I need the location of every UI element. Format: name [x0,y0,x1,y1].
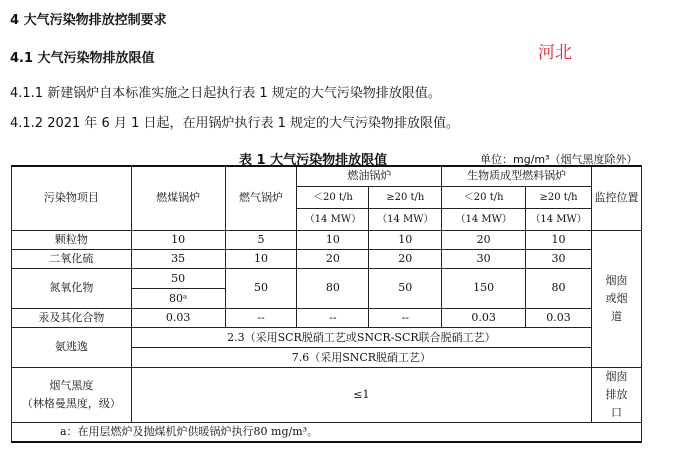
cell-nox-bio-ge: 80 [526,268,592,308]
cell-so2-gas: 10 [225,249,297,268]
monitor-chimney-outlet-text: 烟囱排放口 [605,369,628,419]
cell-so2-oil-lt: 20 [297,249,369,268]
header-bio-ge20-mw: （14 MW） [526,208,592,230]
cell-hg-oil-ge: -- [369,308,442,327]
cell-nox-bio-lt: 150 [442,268,526,308]
row-name-hg: 汞及其化合物 [12,308,132,327]
cell-nox-oil-ge: 50 [369,268,442,308]
cell-nh3-value-2: 7.6（采用SNCR脱硝工艺） [132,347,591,367]
row-name-smoke-2: （林格曼黑度，级） [21,396,121,410]
monitor-chimney-flue-text: 烟囱或烟道 [605,273,628,323]
table-unit: 单位：mg/m³（烟气黑度除外） [480,153,638,166]
clause-4-1-2: 4.1.2 2021 年 6 月 1 日起，在用锅炉执行表 1 规定的大气污染物排放限值。 [10,116,460,131]
cell-so2-coal: 35 [131,249,225,268]
clause-4-1-1: 4.1.1 新建锅炉自本标准实施之日起执行表 1 规定的大气污染物排放限值。 [10,86,441,101]
header-oil-ge20: ≥20 t/h [369,186,442,208]
monitor-chimney-flue [592,230,642,367]
cell-hg-bio-lt: 0.03 [442,308,526,327]
cell-pm-oil-ge: 10 [369,230,442,249]
cell-so2-bio-ge: 30 [526,249,592,268]
cell-nox-coal-2: 80ᵃ [132,288,225,308]
section-heading: 4 大气污染物排放控制要求 [10,13,167,28]
cell-hg-coal: 0.03 [131,308,225,327]
cell-nox-oil-lt: 80 [297,268,369,308]
header-oil-lt20-mw: （14 MW） [297,208,369,230]
cell-nox-coal-1: 50 [171,271,186,285]
cell-nh3-value-1: 2.3（采用SCR脱硝工艺或SNCR-SCR联合脱硝工艺） [227,330,496,344]
cell-hg-bio-ge: 0.03 [526,308,592,327]
cell-hg-oil-lt: -- [297,308,369,327]
header-bio-ge20: ≥20 t/h [526,186,592,208]
row-name-smoke [12,367,132,422]
header-biomass-boiler: 生物质成型燃料锅炉 [442,166,592,186]
cell-pm-bio-ge: 10 [526,230,592,249]
header-monitor-position: 监控位置 [592,166,642,230]
cell-nh3-value [131,327,591,367]
subsection-heading: 4.1 大气污染物排放限值 [10,51,155,66]
row-name-so2: 二氧化硫 [12,249,132,268]
header-gas-boiler: 燃气锅炉 [225,166,297,230]
header-oil-boiler: 燃油锅炉 [297,166,442,186]
cell-nox-gas: 50 [225,268,297,308]
row-name-smoke-1: 烟气黑度 [49,378,94,392]
cell-nox-coal [131,268,225,308]
header-bio-lt20: ＜20 t/h [442,186,526,208]
header-coal-boiler: 燃煤锅炉 [131,166,225,230]
cell-pm-bio-lt: 20 [442,230,526,249]
header-oil-lt20: ＜20 t/h [297,186,369,208]
table-caption: 表 1 大气污染物排放限值 [239,153,388,168]
row-name-nh3: 氨逃逸 [12,327,132,367]
row-name-pm: 颗粒物 [12,230,132,249]
row-name-nox: 氮氧化物 [12,268,132,308]
cell-pm-coal: 10 [131,230,225,249]
monitor-chimney-outlet [592,367,642,422]
table-footnote: a：在用层燃炉及抛煤机炉供暖锅炉执行80 mg/m³。 [12,422,642,442]
cell-smoke-value: ≤1 [131,367,591,422]
cell-pm-gas: 5 [225,230,297,249]
province-annotation: 河北 [538,43,572,63]
cell-pm-oil-lt: 10 [297,230,369,249]
header-pollutant: 污染物项目 [12,166,132,230]
cell-so2-bio-lt: 30 [442,249,526,268]
header-oil-ge20-mw: （14 MW） [369,208,442,230]
emission-limits-table [11,165,642,443]
header-bio-lt20-mw: （14 MW） [442,208,526,230]
cell-so2-oil-ge: 20 [369,249,442,268]
cell-hg-gas: -- [225,308,297,327]
